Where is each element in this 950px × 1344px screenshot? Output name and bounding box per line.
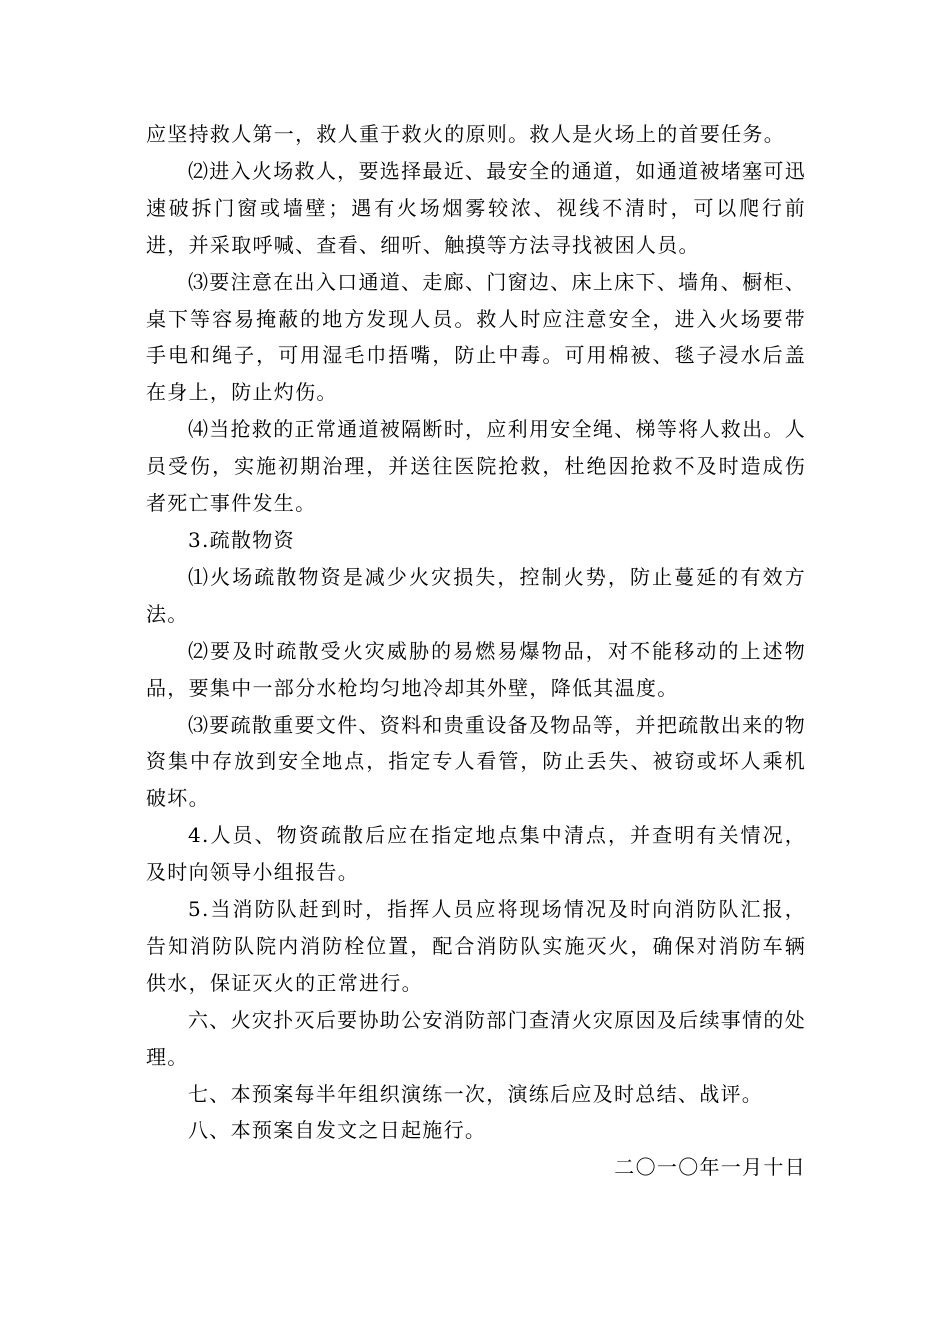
paragraph-fire-brigade: 5.当消防队赶到时，指挥人员应将现场情况及时向消防队汇报，告知消防队院内消防栓位置，配合消防队实施灭火，确保对消防车辆供水，保证灭火的正常进行。 <box>146 897 806 995</box>
paragraph-drill-schedule: 七、本预案每半年组织演练一次，演练后应及时总结、战评。 <box>188 1081 764 1106</box>
paragraph-effective-date: 八、本预案自发文之日起施行。 <box>188 1118 487 1143</box>
paragraph-rescue-route: ⑵进入火场救人，要选择最近、最安全的通道，如通道被堵塞可迅速破拆门窗或墙壁；遇有火场烟雾较浓、视线不清时，可以爬行前进，并采取呼喊、查看、细听、触摸等方法寻找被困人员。 <box>146 158 806 257</box>
paragraph-rescue-blocked: ⑷当抢救的正常通道被隔断时，应利用安全绳、梯等将人救出。人员受伤，实施初期治理，并送往医院抢救，杜绝因抢救不及时造成伤者死亡事件发生。 <box>146 417 806 516</box>
paragraph-materials-flammable: ⑵要及时疏散受火灾威胁的易燃易爆物品，对不能移动的上述物品，要集中一部分水枪均匀地冷却其外壁，降低其温度。 <box>146 638 806 700</box>
document-body <box>146 116 806 1186</box>
paragraph-materials-documents: ⑶要疏散重要文件、资料和贵重设备及物品等，并把疏散出来的物资集中存放到安全地点，指定专人看管，防止丢失、被窃或坏人乘机破坏。 <box>146 712 806 811</box>
document-date: 二〇一〇年一月十日 <box>614 1155 806 1180</box>
section-heading-evacuate-materials: 3.疏散物资 <box>188 527 295 552</box>
paragraph-rescue-principle: 应坚持救人第一，救人重于救火的原则。救人是火场上的首要任务。 <box>146 122 785 146</box>
paragraph-materials-method: ⑴火场疏散物资是减少火灾损失，控制火势，防止蔓延的有效方法。 <box>146 564 806 626</box>
paragraph-rescue-search: ⑶要注意在出入口通道、走廊、门窗边、床上床下、墙角、橱柜、桌下等容易掩蔽的地方发现人员。救人时应注意安全，进入火场要带手电和绳子，可用湿毛巾捂嘴，防止中毒。可用棉被、毯子浸水后盖在身上，防止灼伤。 <box>146 269 806 405</box>
paragraph-after-fire: 六、火灾扑灭后要协助公安消防部门查清火灾原因及后续事情的处理。 <box>146 1007 806 1069</box>
paragraph-headcount: 4.人员、物资疏散后应在指定地点集中清点，并查明有关情况，及时向领导小组报告。 <box>146 823 806 885</box>
